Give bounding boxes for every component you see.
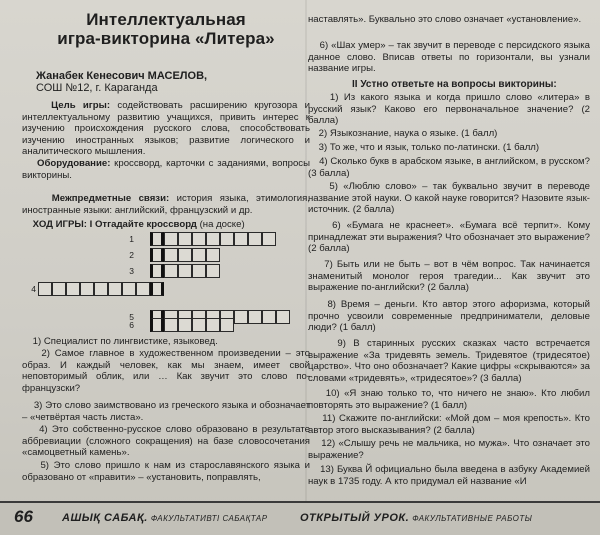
right-continuation: наставлять». Буквально это слово означает «установление».: [308, 14, 582, 25]
left-question-2: 2) Самое главное в художественном произведении – это образ. И каждый человек, как мы знаем, имеет свой неповторимый облик, или … Как звучит это слово по-французски?: [22, 348, 310, 394]
left-question-5: 5) Это слово пришло к нам из старославянского языка и образовано от «правити» – «установить, поправлять,: [22, 460, 310, 483]
goals-text: содействовать расширению кругозора и интеллектуальному развитию учащихся, привить интерес к изучению происхождения русского слова, способствовать изучению иностранных языков; развитие логического и аналитического мышления.: [22, 100, 310, 158]
crossword-cell[interactable]: [248, 310, 262, 324]
crossword-grid: [22, 232, 310, 332]
crossword-cell[interactable]: [108, 282, 122, 296]
crossword-cell[interactable]: [94, 282, 108, 296]
page-footer: [0, 501, 600, 535]
crossword-question-6: 6) «Шах умер» – так звучит в переводе с персидского языка данное слово. Вписав ответы по горизонтали, вы узнали название игры.: [308, 40, 590, 75]
crossword-cell[interactable]: [52, 282, 66, 296]
goals-paragraph: [22, 100, 310, 158]
quiz-question-6: 6) «Бумага не краснеет». «Бумага всё терпит». Кому принадлежат эти выражения? Что обозначает это выражение? (2 балла): [308, 220, 590, 255]
crossword-number: 4: [31, 284, 36, 294]
crossword-cell[interactable]: [220, 232, 234, 246]
equipment-paragraph: [22, 158, 310, 181]
crossword-cell[interactable]: [178, 232, 192, 246]
crossword-cell[interactable]: [206, 318, 220, 332]
crossword-number: 6: [129, 320, 134, 330]
crossword-number: 1: [129, 234, 134, 244]
crossword-cell[interactable]: [178, 318, 192, 332]
crossword-cell[interactable]: [150, 232, 164, 246]
author-name: Жанабек Кенесович МАСЕЛОВ,: [36, 70, 208, 82]
crossword-cell[interactable]: [80, 282, 94, 296]
quiz-question-7: 7) Быть или не быть – вот в чём вопрос. Так начинается знаменитый монолог героя трагедии... Как звучит это выражение по-английски? (2 балла): [308, 259, 591, 294]
crossword-cell[interactable]: [136, 282, 150, 296]
crossword-cell[interactable]: [262, 310, 276, 324]
crossword-cell[interactable]: [192, 318, 206, 332]
crossword-number: 2: [129, 250, 134, 260]
quiz-question-10: 10) «Я знаю только то, что ничего не знаю». Кто любил повторять это выражение? (1 балл): [308, 388, 590, 411]
footer-left-title: АШЫҚ САБАҚ. ФАКУЛЬТАТИВТІ САБАҚТАР: [62, 512, 268, 524]
quiz-question-2: 2) Языкознание, наука о языке. (1 балл): [318, 128, 498, 139]
left-question-4: 4) Это собственно-русское слово образовано в результате аббревиации (сложного сокращения) на базе словосочетания «самоцветный камень».: [22, 424, 310, 459]
quiz-question-13: 13) Буква Й официально была введена в азбуку Академией наук в 1735 году. А кто придумал ей название «И: [308, 464, 591, 487]
quiz-question-8: 8) Время – деньги. Кто автор этого афоризма, который прочно усвоили современные предприниматели, деловые люди? (1 балл): [308, 299, 590, 334]
page-number: 66: [14, 507, 33, 526]
author-block: [36, 70, 207, 94]
quiz-question-9: 9) В старинных русских сказках часто встречается выражение «За тридевять земель. Тридевятое (тридесятое) царство». Что оно обозначает? Какие цифры «скрываются» за словами «тридевять», «тридесятое»? (3 балла): [308, 338, 590, 384]
equipment-text: кроссворд, карточки с заданиями, вопросы викторины.: [22, 158, 310, 181]
goals-label: Цель игры:: [51, 100, 111, 111]
game-progress-note: (на доске): [199, 219, 245, 230]
crossword-cell[interactable]: [66, 282, 80, 296]
crossword-cell[interactable]: [192, 264, 206, 278]
author-school: СОШ №12, г. Караганда: [36, 82, 158, 94]
crossword-cell[interactable]: [248, 232, 262, 246]
links-paragraph: [22, 193, 310, 216]
quiz-question-3: 3) То же, что и язык, только по-латински. (1 балл): [318, 142, 540, 153]
crossword-cell[interactable]: [122, 282, 136, 296]
crossword-cell[interactable]: [38, 282, 52, 296]
quiz-question-4: 4) Сколько букв в арабском языке, в английском, в русском? (3 балла): [308, 156, 590, 179]
equipment-label: Оборудование:: [37, 158, 111, 169]
crossword-cell[interactable]: [150, 282, 164, 296]
section-2-title: II Устно ответьте на вопросы викторины:: [352, 79, 557, 90]
crossword-cell[interactable]: [234, 232, 248, 246]
crossword-cell[interactable]: [164, 248, 178, 262]
left-question-1: 1) Специалист по лингвистике, языковед.: [32, 336, 218, 347]
left-question-3: 3) Это слово заимствовано из греческого языка и обозначает – «четвёртая часть листа».: [22, 400, 311, 423]
quiz-question-1: 1) Из какого языка и когда пришло слово «литера» в русский язык? Каково его первоначальное значение? (2 балла): [308, 92, 590, 127]
quiz-question-12: 12) «Слышу речь не мальчика, но мужа». Что означает это выражение?: [308, 438, 590, 461]
crossword-number: 5: [129, 312, 134, 322]
game-progress-heading: [22, 219, 310, 231]
links-label: Межпредметные связи:: [51, 193, 170, 204]
quiz-question-5: 5) «Люблю слово» – так буквально звучит в переводе название этой науки. О какой науке говорится? Назовите язык-источник. (2 балла): [308, 181, 590, 216]
title-line-2: игра-викторина «Литера»: [57, 29, 275, 48]
crossword-number: 3: [129, 266, 134, 276]
game-progress-label: ХОД ИГРЫ: I Отгадайте кроссворд: [32, 219, 197, 230]
crossword-cell[interactable]: [164, 232, 178, 246]
crossword-cell[interactable]: [150, 248, 164, 262]
footer-right-subtitle: ФАКУЛЬТАТИВНЫЕ РАБОТЫ: [412, 514, 533, 523]
quiz-question-11: 11) Скажите по-английски: «Мой дом – моя крепость». Кто автор этого высказывания? (2 балла): [308, 413, 590, 436]
footer-left-subtitle: ФАКУЛЬТАТИВТІ САБАҚТАР: [150, 514, 268, 523]
crossword-cell[interactable]: [262, 232, 276, 246]
crossword-cell[interactable]: [276, 310, 290, 324]
crossword-cell[interactable]: [178, 248, 192, 262]
crossword-cell[interactable]: [164, 318, 178, 332]
crossword-cell[interactable]: [206, 248, 220, 262]
crossword-cell[interactable]: [192, 248, 206, 262]
crossword-cell[interactable]: [206, 264, 220, 278]
crossword-cell[interactable]: [234, 310, 248, 324]
crossword-cell[interactable]: [150, 264, 164, 278]
crossword-cell[interactable]: [206, 232, 220, 246]
crossword-cell[interactable]: [220, 318, 234, 332]
title-line-1: Интеллектуальная: [86, 10, 246, 29]
crossword-cell[interactable]: [164, 264, 178, 278]
crossword-cell[interactable]: [178, 264, 192, 278]
footer-right-title: ОТКРЫТЫЙ УРОК. ФАКУЛЬТАТИВНЫЕ РАБОТЫ: [300, 512, 533, 524]
crossword-cell[interactable]: [150, 318, 164, 332]
article-title: [22, 10, 310, 48]
links-text: история языка, этимология, иностранные языки: английский, французский и др.: [22, 193, 310, 216]
crossword-cell[interactable]: [192, 232, 206, 246]
